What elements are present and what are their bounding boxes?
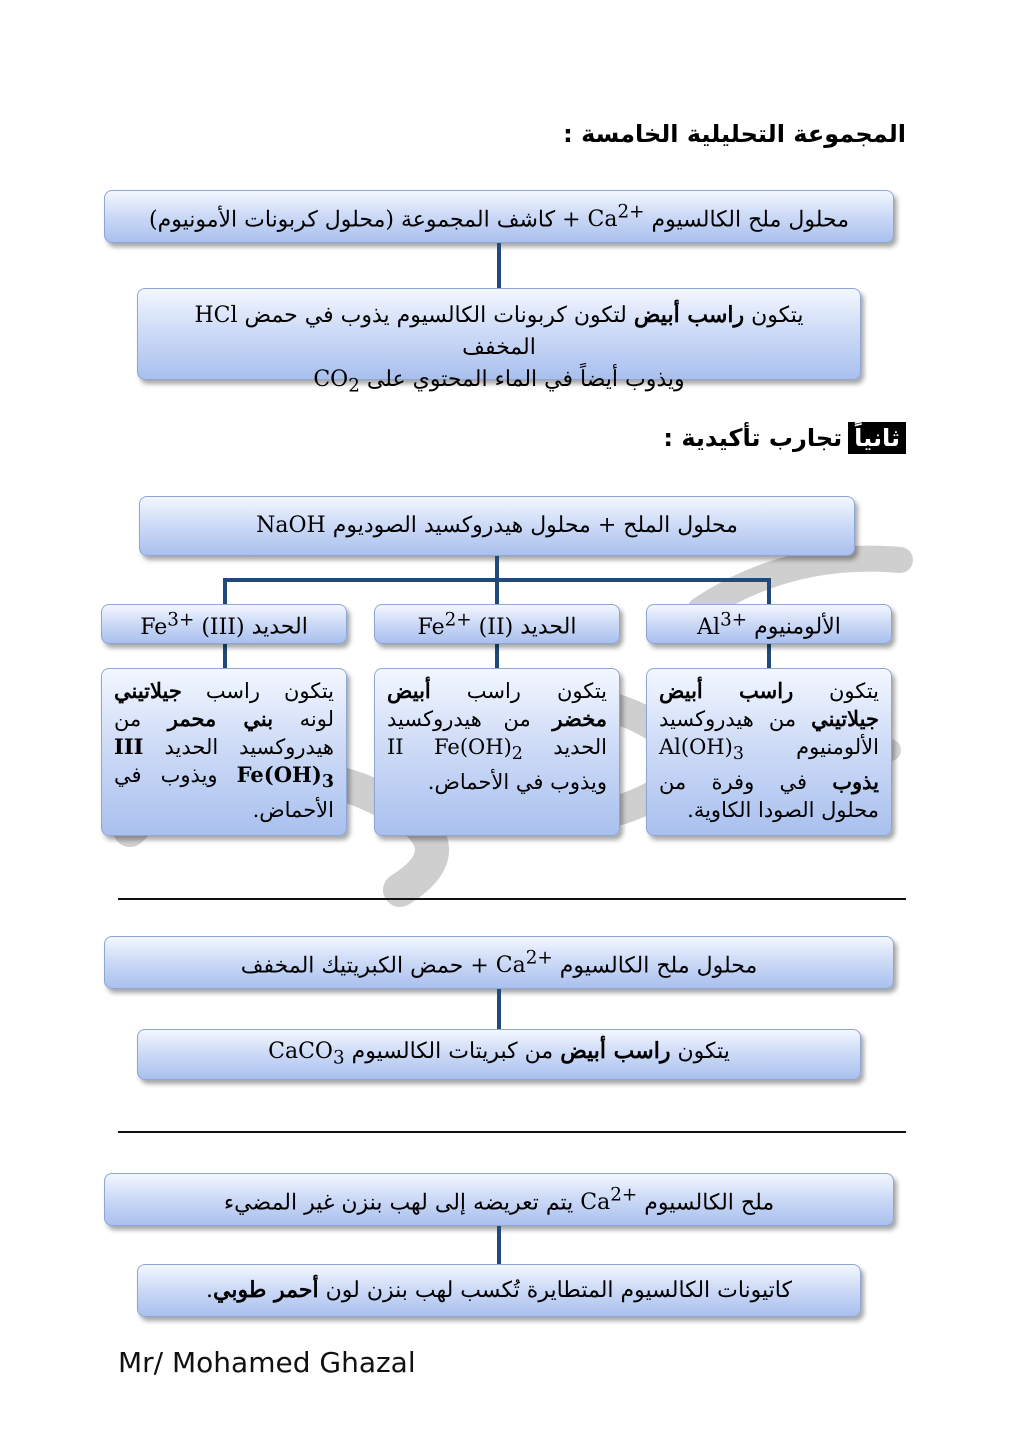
connector-2	[497, 989, 501, 1029]
carbonate-result-box: يتكون راسب أبيض لتكون كربونات الكالسيوم يذوب في حمض HCl المخفف ويذوب أيضاً في الماء المحتوي على $CO_2$	[137, 288, 861, 380]
section-badge: ثانياً	[848, 422, 906, 454]
link-fe3	[223, 644, 227, 668]
connector-3	[497, 1226, 501, 1264]
divider-1	[118, 898, 906, 900]
fe3-header: الحديد $Fe^{3+}$ (III)	[101, 604, 347, 644]
connector-1	[497, 243, 501, 288]
author-footer: Mr/ Mohamed Ghazal	[118, 1346, 416, 1379]
branch-al	[767, 578, 771, 604]
link-fe2	[495, 644, 499, 668]
fe2-result: يتكون راسب أبيض مخضر من هيدروكسيد الحديد II $Fe(OH)_2$ ويذوب في الأحماض.	[374, 668, 620, 836]
group-reagent-box	[104, 190, 894, 243]
sulfuric-reagent-box: محلول ملح الكالسيوم $Ca^{2+}$ + حمض الكبريتيك المخفف	[104, 936, 894, 989]
fe2-header: الحديد $Fe^{2+}$ (II)	[374, 604, 620, 644]
sulfate-result-box: يتكون راسب أبيض من كبريتات الكالسيوم CaCO$_3$	[137, 1029, 861, 1080]
al-result: يتكون راسب أبيض جيلاتيني من هيدروكسيد الألومنيوم $Al(OH)_3$ يذوب في وفرة من محلول الصودا الكاوية.	[646, 668, 892, 836]
flame-result-box: كاتيونات الكالسيوم المتطايرة تُكسب لهب بنزن لون أحمر طوبي.	[137, 1264, 861, 1317]
branch-fe3	[223, 578, 227, 604]
naoh-reagent-box: محلول الملح + محلول هيدروكسيد الصوديوم NaOH	[139, 496, 855, 556]
branch-fe2	[495, 578, 499, 604]
group-heading: المجموعة التحليلية الخامسة :	[563, 120, 906, 148]
divider-2	[118, 1131, 906, 1133]
tree-trunk	[495, 556, 499, 580]
box1-pre: محلول ملح الكالسيوم	[644, 207, 849, 233]
link-al	[767, 644, 771, 668]
confirmatory-heading: ثانياًتجارب تأكيدية :	[663, 424, 906, 452]
al-header: الألومنيوم $Al^{3+}$	[646, 604, 892, 644]
fe3-result: يتكون راسب جيلاتيني لونه بني محمر من هيدروكسيد الحديد III $Fe(OH)_3$ ويذوب في الأحماض.	[101, 668, 347, 836]
box1-post: + كاشف المجموعة (محلول كربونات الأمونيوم)	[149, 207, 588, 233]
flame-test-box: ملح الكالسيوم $Ca^{2+}$ يتم تعريضه إلى لهب بنزن غير المضيء	[104, 1173, 894, 1226]
calcium-ion: $Ca^{2+}$	[587, 201, 645, 233]
